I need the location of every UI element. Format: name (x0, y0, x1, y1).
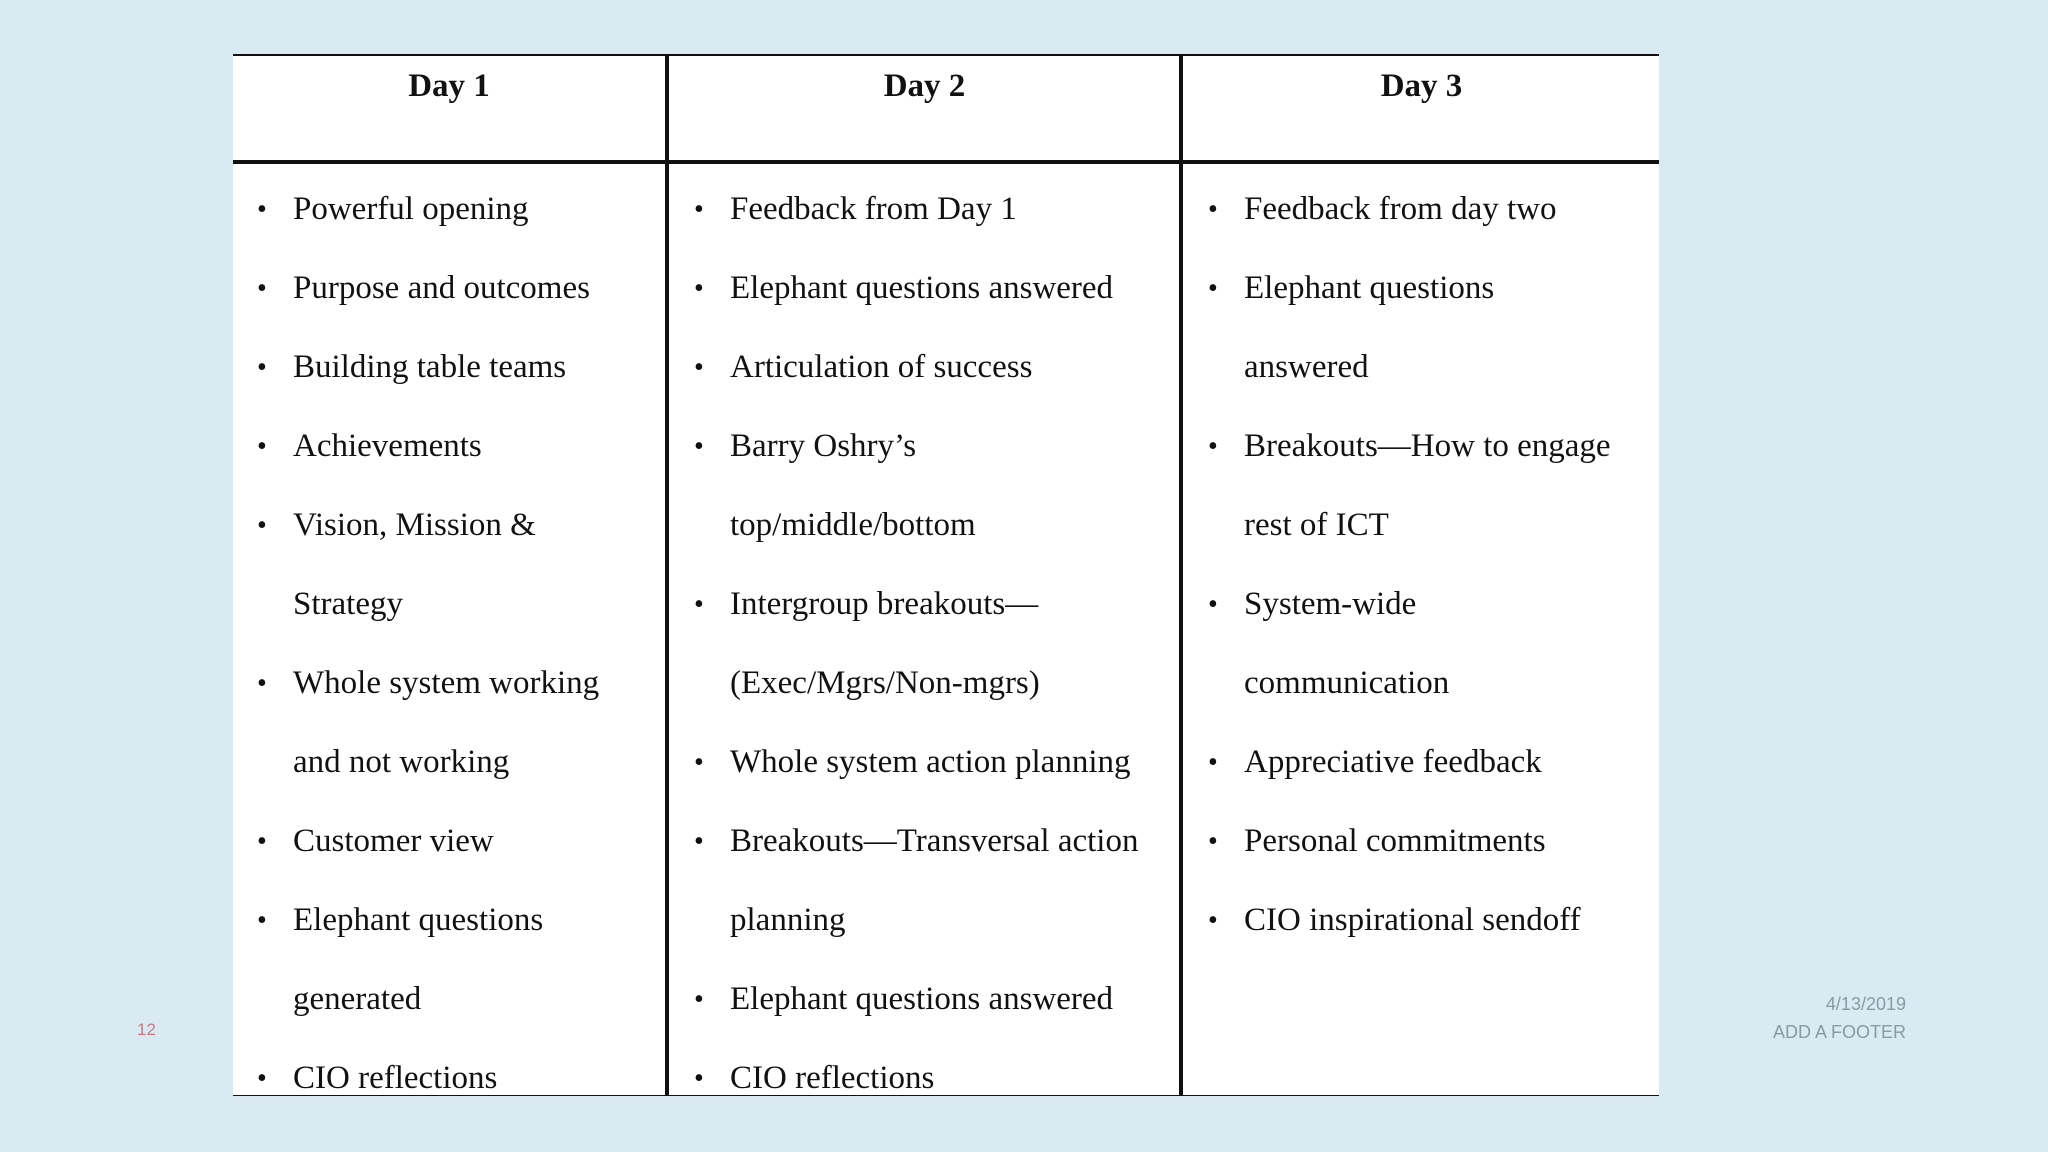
list-item: • CIO reflections (670, 1039, 1168, 1118)
bullet-icon: • (257, 510, 267, 541)
list-item: • Achievements (233, 407, 661, 486)
list-item: • Building table teams (233, 328, 661, 407)
column-divider (665, 56, 669, 1095)
list-item: • Intergroup breakouts—(Exec/Mgrs/Non-mgrs) (670, 565, 1068, 723)
list-item: • CIO reflections (233, 1039, 661, 1118)
column-title: Day 3 (1380, 68, 1463, 104)
list-item: • Elephant questions answered (670, 249, 1158, 328)
bullet-icon: • (694, 747, 704, 778)
list-item: • Barry Oshry’s top/middle/bottom (670, 407, 988, 565)
list-item: • Powerful opening (233, 170, 661, 249)
bullet-icon: • (257, 273, 267, 304)
list-item: • Vision, Mission & Strategy (233, 486, 571, 644)
bullet-icon: • (257, 194, 267, 225)
item-list (670, 160, 1179, 1118)
list-item: • Whole system working and not working (233, 644, 661, 802)
bullet-icon: • (694, 1063, 704, 1094)
bullet-icon: • (257, 668, 267, 699)
bullet-icon: • (1208, 826, 1218, 857)
column-day-3 (1184, 56, 1659, 1095)
bullet-icon: • (257, 1063, 267, 1094)
bullet-icon: • (694, 352, 704, 383)
bullet-icon: • (1208, 589, 1218, 620)
bullet-icon: • (1208, 273, 1218, 304)
list-item: • CIO inspirational sendoff (1184, 881, 1652, 960)
item-list (1184, 160, 1659, 960)
list-item: • Breakouts—How to engage rest of ICT (1184, 407, 1657, 565)
bullet-icon: • (257, 905, 267, 936)
list-item: • Elephant questions answered (670, 960, 1168, 1039)
bullet-icon: • (694, 194, 704, 225)
list-item: • Purpose and outcomes (233, 249, 661, 328)
bullet-icon: • (1208, 905, 1218, 936)
list-item: • System-wide communication (1184, 565, 1512, 723)
list-item: • Feedback from Day 1 (670, 170, 1158, 249)
footer-date: 4/13/2019 (1825, 994, 1906, 1014)
column-day-2 (670, 56, 1179, 1095)
list-item: • Whole system action planning (670, 723, 1168, 802)
bullet-icon: • (694, 589, 704, 620)
list-item: • Appreciative feedback (1184, 723, 1652, 802)
column-day-1 (233, 56, 665, 1095)
list-item: • Customer view (233, 802, 661, 881)
bullet-icon: • (1208, 431, 1218, 462)
footer-text: ADD A FOOTER (1772, 1022, 1906, 1042)
bullet-icon: • (257, 431, 267, 462)
list-item: • Elephant questions answered (1184, 249, 1552, 407)
list-item: • Breakouts—Transversal action planning (670, 802, 1168, 960)
bullet-icon: • (257, 826, 267, 857)
slide-number: 12 (137, 1020, 156, 1039)
column-title: Day 1 (408, 68, 490, 104)
bullet-icon: • (694, 431, 704, 462)
agenda-table (233, 54, 1659, 1096)
list-item: • Personal commitments (1184, 802, 1652, 881)
bullet-icon: • (1208, 747, 1218, 778)
bullet-icon: • (694, 273, 704, 304)
bullet-icon: • (257, 352, 267, 383)
item-list (233, 160, 665, 1118)
column-title: Day 2 (883, 68, 966, 104)
bullet-icon: • (694, 984, 704, 1015)
list-item: • Articulation of success (670, 328, 1158, 407)
slide-footer (1773, 990, 1906, 1046)
list-item: • Feedback from day two (1184, 170, 1652, 249)
list-item: • Elephant questions generated (233, 881, 601, 1039)
bullet-icon: • (1208, 194, 1218, 225)
bullet-icon: • (694, 826, 704, 857)
column-divider (1179, 56, 1183, 1095)
